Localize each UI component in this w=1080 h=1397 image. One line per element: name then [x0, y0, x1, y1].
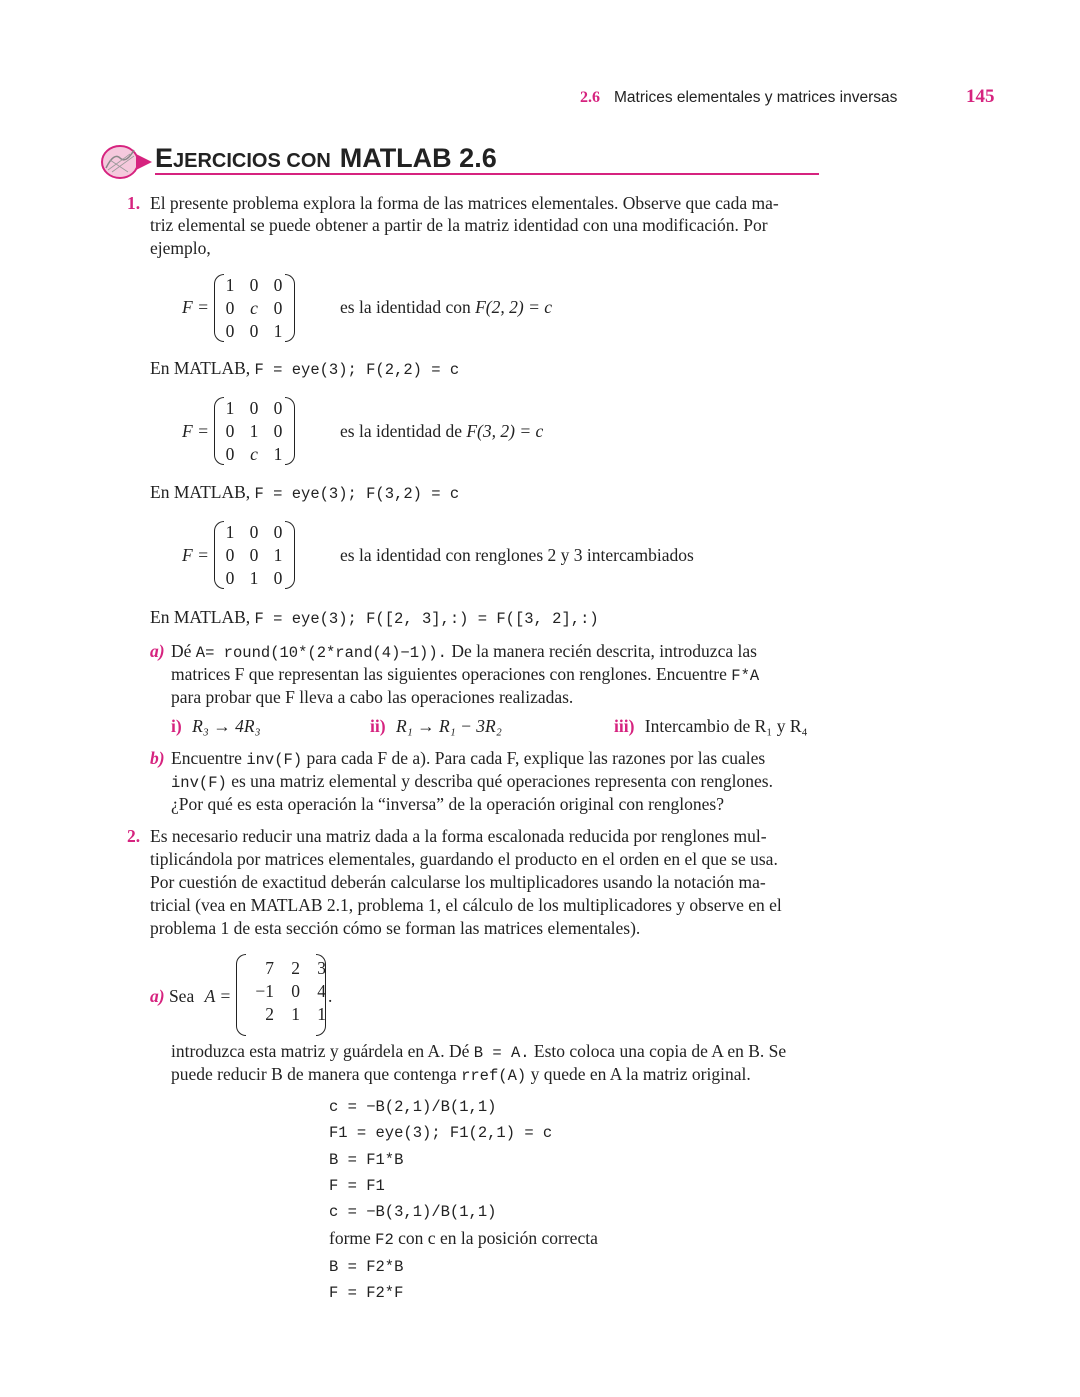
- m3-code: F = eye(3); F([2, 3],:) = F([3, 2],:): [254, 610, 599, 628]
- m2-desc-expr: F(3, 2) = c: [466, 421, 544, 441]
- p1b-code2: inv(F): [171, 774, 227, 792]
- m1-cell: 0: [273, 275, 283, 295]
- m2-code: F = eye(3); F(3,2) = c: [254, 485, 460, 503]
- matrix-3: [218, 521, 290, 590]
- forme-line: [329, 1225, 598, 1253]
- forme-code: F2: [375, 1231, 394, 1250]
- m1-code: F = eye(3); F(2,2) = c: [254, 361, 460, 379]
- matrix-2-label: F =: [182, 421, 209, 441]
- code-line: F = F2*F: [329, 1284, 404, 1303]
- ma-cell: 4: [317, 981, 326, 1001]
- code-line: F = F1: [329, 1176, 385, 1195]
- m2-cell: 1: [273, 444, 283, 464]
- m2-cell: 0: [225, 444, 235, 464]
- m3-code-prefix: En MATLAB,: [150, 607, 251, 627]
- matrix-1-description: [340, 297, 552, 318]
- p1-line-3: ejemplo,: [150, 238, 211, 258]
- m1-cell: 0: [225, 321, 235, 341]
- forme-post: con c en la posición correcta: [398, 1228, 598, 1249]
- item-iii-text: Intercambio de R₁ y R₄: [644, 716, 808, 736]
- m2-cell: 0: [273, 421, 283, 441]
- m3-cell: 1: [273, 545, 283, 565]
- p1a-line-1: [171, 640, 757, 665]
- title-small-caps: JERCICIOS CON: [173, 150, 331, 172]
- p1b-l1-post: para cada F de a). Para cada F, explique las razones por las cuales: [306, 748, 766, 768]
- m2-desc: es la identidad de: [340, 421, 462, 441]
- m3-cell: 0: [249, 522, 259, 542]
- m1-code-prefix: En MATLAB,: [150, 358, 251, 378]
- matrix-a: [242, 957, 326, 1026]
- p2-line-2: tiplicándola por matrices elementales, guardando el producto en el orden en el que se usa.: [150, 849, 778, 869]
- matrix-3-label: F =: [182, 545, 209, 565]
- m1-cell: 0: [225, 298, 235, 318]
- p2-line-3: Por cuestión de exactitud deberán calcularse los multiplicadores usando la notación ma-: [150, 872, 766, 892]
- m3-cell: 1: [249, 568, 259, 588]
- running-header: [580, 89, 897, 107]
- p2a-l1-post: Esto coloca una copia de A en B. Se: [533, 1041, 787, 1061]
- p2-line-4: tricial (vea en MATLAB 2.1, problema 1, el cálculo de los multiplicadores y observe en el: [150, 895, 782, 915]
- code-line: B = F1*B: [329, 1150, 404, 1169]
- p1-line-1: El presente problema explora la forma de las matrices elementales. Observe que cada ma-: [150, 193, 779, 213]
- m3-cell: 0: [225, 545, 235, 565]
- ma-cell: 2: [291, 958, 300, 978]
- ma-cell: 0: [291, 981, 300, 1001]
- forme-pre: forme: [329, 1228, 371, 1249]
- p2a-code2: rref(A): [461, 1067, 527, 1085]
- item-i-label: i): [171, 716, 182, 736]
- problem-1-number: 1.: [127, 193, 141, 213]
- p2-line-1: Es necesario reducir una matriz dada a la forma escalonada reducida por renglones mul-: [150, 826, 767, 846]
- code-block: [329, 1094, 598, 1306]
- ma-cell: 7: [265, 958, 274, 978]
- p1a-code2: F*A: [731, 667, 760, 685]
- p2a-sea: [150, 985, 231, 1008]
- header-section-title: Matrices elementales y matrices inversas: [614, 89, 898, 106]
- m1-cell: 0: [249, 275, 259, 295]
- p2a-l2-pre: puede reducir B de manera que contenga: [171, 1064, 457, 1084]
- m1-cell: 1: [273, 321, 283, 341]
- p1a-line-2: [171, 663, 759, 688]
- p1a-label: a): [150, 641, 165, 661]
- m1-desc: es la identidad con: [340, 297, 471, 317]
- matrix-1-label: F =: [182, 297, 209, 317]
- p2-line-5: problema 1 de esta sección cómo se forman las matrices elementales).: [150, 918, 641, 938]
- p1a-item-i: [171, 715, 261, 738]
- m3-cell: 0: [249, 545, 259, 565]
- p1b-code1: inv(F): [246, 751, 303, 769]
- m2-code-prefix: En MATLAB,: [150, 482, 251, 502]
- p1a-text1-pre: Dé: [171, 641, 192, 661]
- m1-cell: 0: [273, 298, 283, 318]
- p1a-line-3: para probar que F lleva a cabo las operaciones realizadas.: [171, 687, 574, 707]
- m1-cell: c: [250, 298, 258, 318]
- p2a-sea-text: Sea: [168, 986, 195, 1006]
- m1-cell: 0: [249, 321, 259, 341]
- p1a-code1: A= round(10*(2*rand(4)−1)).: [195, 644, 447, 662]
- section-title: [155, 143, 497, 174]
- p1b-line-2: [171, 770, 773, 795]
- matlab-logo-icon: [100, 142, 152, 182]
- item-ii-text: R₁ → R₁ − 3R₂: [395, 716, 502, 736]
- code-line: c = −B(2,1)/B(1,1): [329, 1098, 497, 1116]
- p2a-code1: B = A.: [473, 1044, 530, 1062]
- p2a-label: a): [150, 986, 165, 1006]
- ma-cell: 3: [317, 958, 326, 978]
- p2a-line-1: [171, 1040, 786, 1065]
- title-first-letter: E: [155, 143, 174, 173]
- m3-cell: 0: [273, 522, 283, 542]
- p1b-line-1: [171, 747, 765, 772]
- m2-cell: 0: [225, 421, 235, 441]
- ma-cell: 1: [291, 1004, 300, 1024]
- p1b-line-3: ¿Por qué es esta operación la “inversa” de la operación original con renglones?: [171, 794, 724, 814]
- ma-cell: 1: [317, 1004, 326, 1024]
- item-i-text: R₃ → 4R₃: [192, 716, 261, 736]
- p1a-item-ii: [370, 715, 502, 738]
- matrix-3-description: es la identidad con renglones 2 y 3 intercambiados: [340, 545, 694, 565]
- item-ii-label: ii): [370, 716, 386, 736]
- p2a-matrix-label: A =: [204, 986, 232, 1006]
- p1a-text2: matrices F que representan las siguientes operaciones con renglones. Encuentre: [171, 664, 727, 684]
- p1-line-2: triz elemental se puede obtener a partir de la matriz identidad con una modificación. Por: [150, 215, 768, 235]
- problem-2-number: 2.: [127, 826, 141, 846]
- m2-cell: 1: [225, 398, 235, 418]
- code-line: F1 = eye(3); F1(2,1) = c: [329, 1124, 553, 1143]
- ma-cell: 2: [265, 1004, 274, 1024]
- m2-cell: 0: [273, 398, 283, 418]
- m3-cell: 0: [225, 568, 235, 588]
- m3-matlab-line: [150, 606, 599, 631]
- m2-matlab-line: [150, 481, 459, 506]
- p1b-l1-pre: Encuentre: [171, 748, 242, 768]
- matrix-2-description: [340, 421, 543, 442]
- m2-cell: 1: [249, 421, 259, 441]
- matrix-1: [218, 274, 290, 343]
- item-iii-label: iii): [614, 716, 635, 736]
- matrix-a-period: .: [328, 986, 333, 1006]
- p1a-text1-post: De la manera recién descrita, introduzca las: [451, 641, 757, 661]
- m3-cell: 1: [225, 522, 235, 542]
- m1-desc-expr: F(2, 2) = c: [475, 297, 553, 317]
- matrix-2: [218, 397, 290, 466]
- p2a-l1-pre: introduzca esta matriz y guárdela en A. Dé: [171, 1041, 470, 1061]
- title-underline: [155, 173, 819, 175]
- p2a-line-2: [171, 1063, 751, 1088]
- p1b-l2-post: es una matriz elemental y describa qué operaciones representa con renglones.: [231, 771, 773, 791]
- m1-matlab-line: [150, 357, 459, 382]
- code-line: c = −B(3,1)/B(1,1): [329, 1203, 497, 1222]
- p1b-label: b): [150, 748, 165, 768]
- page-number: 145: [966, 86, 995, 107]
- m3-cell: 0: [273, 568, 283, 588]
- ma-cell: −1: [255, 981, 274, 1001]
- p2a-l2-post: y quede en A la matriz original.: [530, 1064, 751, 1084]
- m2-cell: 0: [249, 398, 259, 418]
- code-line: B = F2*B: [329, 1257, 404, 1276]
- p1a-item-iii: [614, 715, 808, 738]
- header-section-number: 2.6: [580, 89, 600, 106]
- m1-cell: 1: [225, 275, 235, 295]
- title-matlab: MATLAB 2.6: [339, 143, 497, 173]
- m2-cell: c: [250, 444, 258, 464]
